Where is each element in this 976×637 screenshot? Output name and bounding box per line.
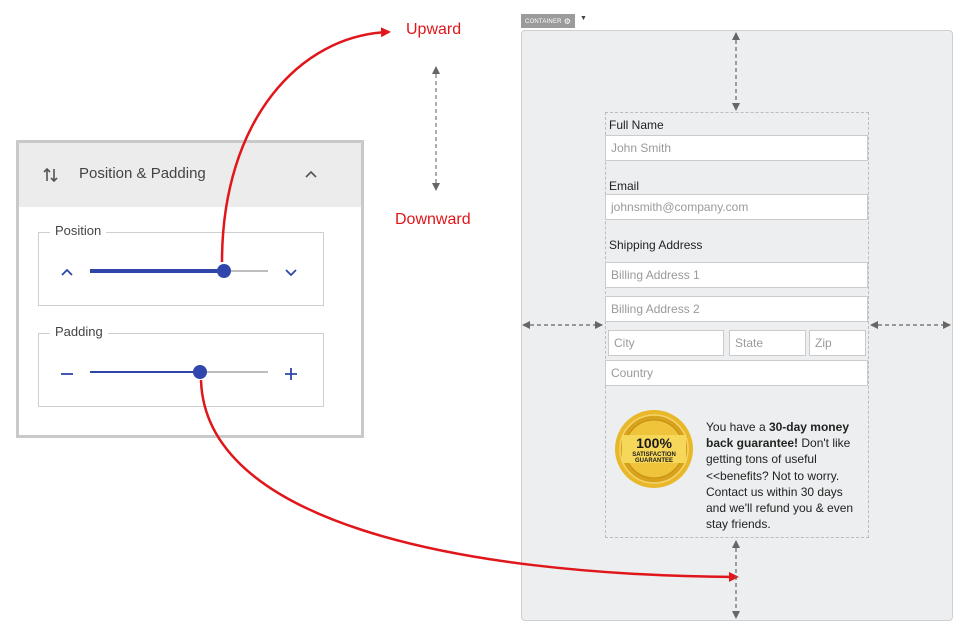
- container-tag-label: CONTAINER: [525, 19, 562, 25]
- email-input[interactable]: johnsmith@company.com: [605, 194, 868, 220]
- guarantee-prefix: You have a: [706, 420, 769, 434]
- panel-title: Position & Padding: [79, 165, 206, 182]
- position-legend: Position: [50, 223, 106, 238]
- guarantee-bold: 30-day money back guarantee!: [706, 420, 849, 451]
- email-label: Email: [609, 179, 640, 193]
- badge-satisfaction: SATISFACTION: [632, 452, 676, 458]
- badge-percent: 100%: [636, 435, 672, 451]
- state-input[interactable]: State: [729, 330, 806, 356]
- padding-legend: Padding: [50, 324, 108, 339]
- billing-address-2-input[interactable]: Billing Address 2: [605, 296, 868, 322]
- billing-address-1-input[interactable]: Billing Address 1: [605, 262, 868, 288]
- full-name-input[interactable]: John Smith: [605, 135, 868, 161]
- caret-down-icon[interactable]: ▼: [580, 15, 587, 22]
- space-arrow: [201, 380, 737, 577]
- country-input[interactable]: Country: [605, 360, 868, 386]
- zip-input[interactable]: Zip: [809, 330, 866, 356]
- badge-guarantee: GUARANTEE: [634, 458, 674, 464]
- downward-label: Downward: [395, 211, 471, 228]
- upward-label: Upward: [406, 21, 462, 38]
- city-input[interactable]: City: [608, 330, 724, 356]
- full-name-label: Full Name: [609, 118, 664, 132]
- guarantee-suffix: Don't like getting tons of useful <<benefits? Not to worry. Contact us within 30 days and we'll refund you & even stay friends.: [706, 436, 854, 532]
- shipping-address-label: Shipping Address: [609, 238, 703, 252]
- gear-icon[interactable]: ⚙: [563, 17, 572, 26]
- upward-arrow: [222, 32, 389, 262]
